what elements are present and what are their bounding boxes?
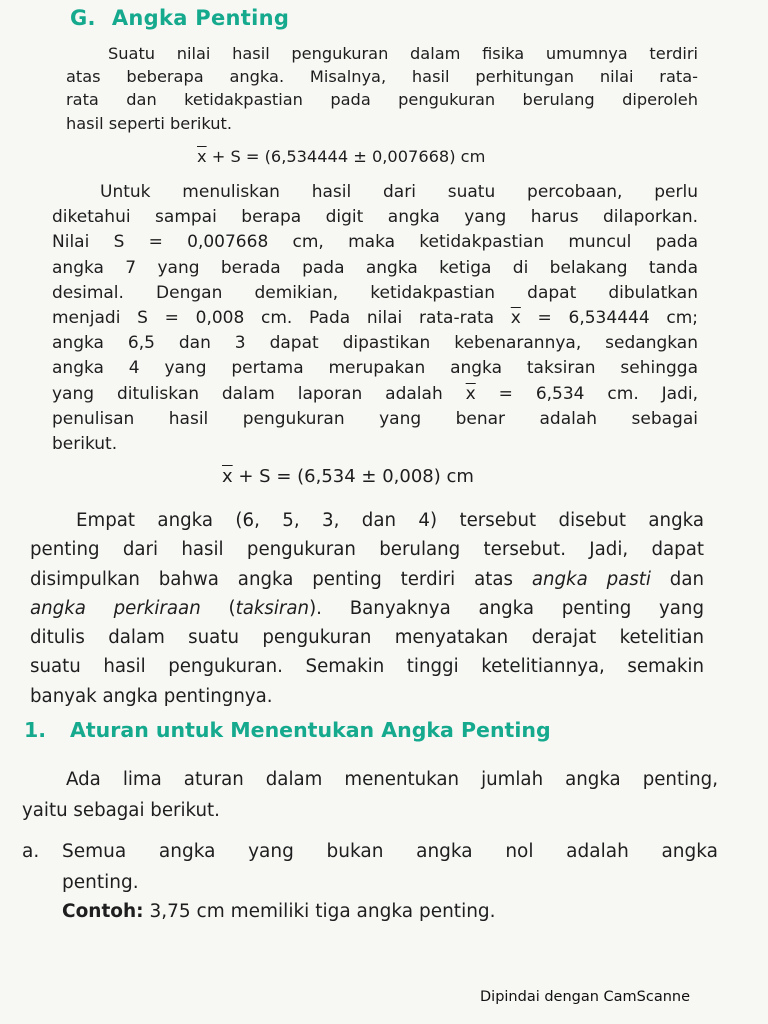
paragraph-line: Suatu nilai hasil pengukuran dalam fisika umumnya terdiri [108, 44, 698, 63]
paragraph-line: banyak angka pentingnya. [30, 685, 273, 707]
paragraph-line: rata dan ketidakpastian pada pengukuran berulang diperoleh [66, 90, 698, 110]
italic-term: angka perkiraan [30, 597, 201, 619]
paragraph-line: Untuk menuliskan hasil dari suatu percobaan, perlu [100, 182, 698, 202]
text-run: ( [200, 597, 236, 619]
paragraph-line: penting. [62, 872, 139, 893]
section-heading-g [70, 6, 289, 30]
italic-term: taksiran [235, 597, 310, 619]
paragraph-line: Semua angka yang bukan angka nol adalah angka [62, 841, 718, 862]
paragraph-line: desimal. Dengan demikian, ketidakpastian dapat dibulatkan [52, 282, 698, 303]
paragraph-line: Nilai S = 0,007668 cm, maka ketidakpastian muncul pada [52, 232, 698, 253]
subsection-title: Aturan untuk Menentukan Angka Penting [70, 718, 551, 742]
scanner-watermark: Dipindai dengan CamScanne [480, 989, 691, 1005]
paragraph-rules-intro [22, 764, 718, 826]
text-run: = 6,534444 cm; [520, 308, 698, 329]
subsection-number: 1. [24, 718, 47, 742]
paragraph-line [52, 306, 698, 331]
mean-symbol: $\overline{x}$ [197, 147, 207, 166]
paragraph-line: suatu hasil pengukuran. Semakin tinggi ketelitiannya, semakin [30, 656, 704, 678]
text-run: dan [650, 568, 704, 590]
paragraph-line: hasil seperti berikut. [66, 113, 233, 133]
formula-measurement-rounded [222, 466, 474, 487]
paragraph-line: diketahui sampai berapa digit angka yang harus dilaporkan. [52, 207, 698, 228]
paragraph-line [30, 594, 704, 623]
paragraph-line [52, 382, 698, 407]
paragraph-line: Empat angka (6, 5, 3, dan 4) tersebut disebut angka [76, 510, 704, 531]
formula-text: + S = (6,534444 ± 0,007668) cm [206, 147, 486, 166]
subsection-heading-1 [24, 718, 551, 742]
paragraph-rounding [52, 180, 698, 457]
paragraph-line: angka 4 yang pertama merupakan angka taksiran sehingga [52, 358, 698, 379]
list-marker: a. [22, 841, 40, 862]
example-label: Contoh: [62, 901, 144, 922]
formula-measurement-raw [197, 147, 485, 166]
section-letter: G. [70, 6, 96, 30]
paragraph-line: penulisan hasil pengukuran yang benar adalah sebagai [52, 408, 698, 429]
formula-text: + S = (6,534 ± 0,008) cm [232, 466, 474, 487]
paragraph-line [30, 565, 704, 594]
paragraph-line: Ada lima aturan dalam menentukan jumlah angka penting, [66, 769, 718, 790]
paragraph-line: penting dari hasil pengukuran berulang tersebut. Jadi, dapat [30, 539, 704, 561]
mean-symbol: $\overline{x}$ [222, 466, 233, 487]
example-text: 3,75 cm memiliki tiga angka penting. [143, 901, 496, 922]
rule-item-text [62, 836, 718, 898]
paragraph-line: yaitu sebagai berikut. [22, 800, 220, 821]
mean-symbol: $\overline{x}$ [465, 383, 476, 404]
paragraph-intro [66, 42, 698, 135]
text-run: yang dituliskan dalam laporan adalah [52, 383, 466, 404]
text-run: disimpulkan bahwa angka penting terdiri atas [30, 568, 532, 590]
paragraph-significant-figures [30, 506, 704, 711]
paragraph-line: berikut. [52, 434, 118, 455]
section-title: Angka Penting [111, 6, 290, 30]
example-a [62, 901, 496, 922]
italic-term: angka pasti [531, 568, 651, 590]
text-run: menjadi S = 0,008 cm. Pada nilai rata-rata [52, 308, 511, 329]
paragraph-line: angka 6,5 dan 3 dapat dipastikan kebenarannya, sedangkan [52, 333, 698, 354]
mean-symbol: $\overline{x}$ [510, 308, 521, 329]
paragraph-line: angka 7 yang berada pada angka ketiga di belakang tanda [52, 257, 698, 278]
paragraph-line: ditulis dalam suatu pengukuran menyatakan derajat ketelitian [30, 627, 704, 649]
text-run: = 6,534 cm. Jadi, [475, 383, 698, 404]
paragraph-line: atas beberapa angka. Misalnya, hasil perhitungan nilai rata- [66, 67, 698, 87]
text-run: ). Banyaknya angka penting yang [309, 597, 704, 619]
